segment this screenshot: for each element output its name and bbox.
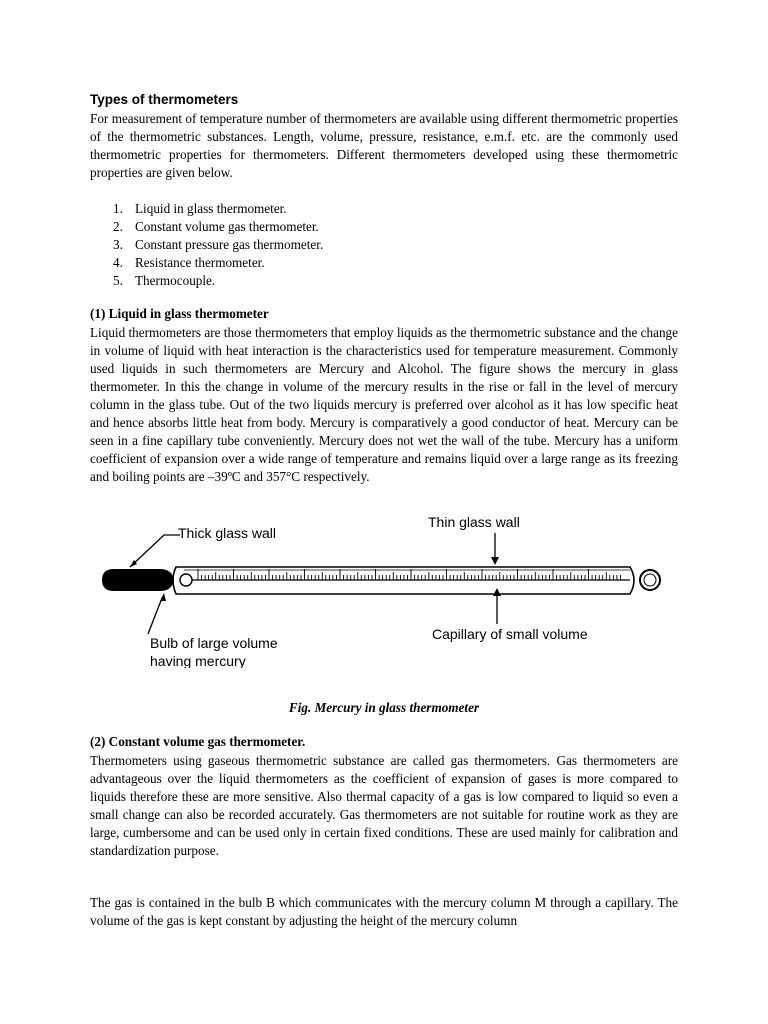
bulb-leader — [148, 598, 162, 634]
label-capillary: Capillary of small volume — [432, 626, 588, 642]
label-bulb-line2: having mercury — [150, 653, 246, 668]
list-item: 4. Resistance thermometer. — [113, 255, 265, 270]
bulb-neck — [180, 574, 192, 586]
bulb-arrowhead — [160, 593, 166, 601]
page-heading: Types of thermometers — [90, 92, 239, 107]
section-2-title: (2) Constant volume gas thermometer. — [90, 734, 306, 749]
mercury-bulb — [102, 569, 174, 591]
list-item: 2. Constant volume gas thermometer. — [113, 219, 319, 234]
list-item: 3. Constant pressure gas thermometer. — [113, 237, 324, 252]
label-bulb-line1: Bulb of large volume — [150, 635, 278, 651]
section-1-title: (1) Liquid in glass thermometer — [90, 306, 269, 321]
label-thick-glass-wall: Thick glass wall — [178, 525, 277, 541]
list-item: 5. Thermocouple. — [113, 273, 216, 288]
thermometer-types-list — [113, 200, 323, 290]
list-item: 1. Liquid in glass thermometer. — [113, 201, 287, 216]
label-thin-glass-wall: Thin glass wall — [428, 514, 520, 530]
thin-wall-arrowhead — [491, 557, 499, 565]
section-2-body: Thermometers using gaseous thermometric substance are called gas thermometers. Gas thermometers are advantageous over the liquid thermometers as the coefficient of expansion of gases is more compared to liquids therefore these are more sensitive. Also thermal capacity of a gas is low compared to liquid so even a small change can also be recorded accurately. Gas thermometers are not suitable for routine work as they are large, cumbersome and can be used only in certain fixed conditions. These are used mainly for calibration and standardization purpose. — [90, 753, 678, 858]
figure-caption: Fig. Mercury in glass thermometer — [288, 700, 480, 715]
section-2-body-continued: The gas is contained in the bulb B which communicates with the mercury column M through a capillary. The volume of the gas is kept constant by adjusting the height of the mercury column — [90, 895, 678, 928]
thermometer-figure — [90, 508, 678, 668]
thick-wall-leader — [130, 535, 180, 567]
section-1-body: Liquid thermometers are those thermometers that employ liquids as the thermometric substance and the change in volume of liquid with heat interaction is the characteristics used for temperature measurement. Commonly used liquids in such thermometers are Mercury and Alcohol. The figure shows the mercury in glass thermometer. In this the change in volume of the mercury results in the rise or fall in the level of mercury column in the glass tube. Out of the two liquids mercury is preferred over alcohol as it has low specific heat and hence absorbs little heat from body. Mercury is comparatively a good conductor of heat. Mercury can be seen in a fine capillary tube conveniently. Mercury does not wet the wall of the tube. Mercury has a uniform coefficient of expansion over a wide range of temperature and remains liquid over a large range as its freezing and boiling points are –39ºC and 357°C respectively. — [90, 325, 678, 484]
intro-paragraph: For measurement of temperature number of thermometers are available using different thermometric properties of the thermometric substances. Length, volume, pressure, resistance, e.m.f. etc. are the commonly used thermometric properties for thermometers. Different thermometers developed using these thermometric properties are given below. — [90, 111, 678, 180]
end-ring-inner — [644, 574, 656, 586]
